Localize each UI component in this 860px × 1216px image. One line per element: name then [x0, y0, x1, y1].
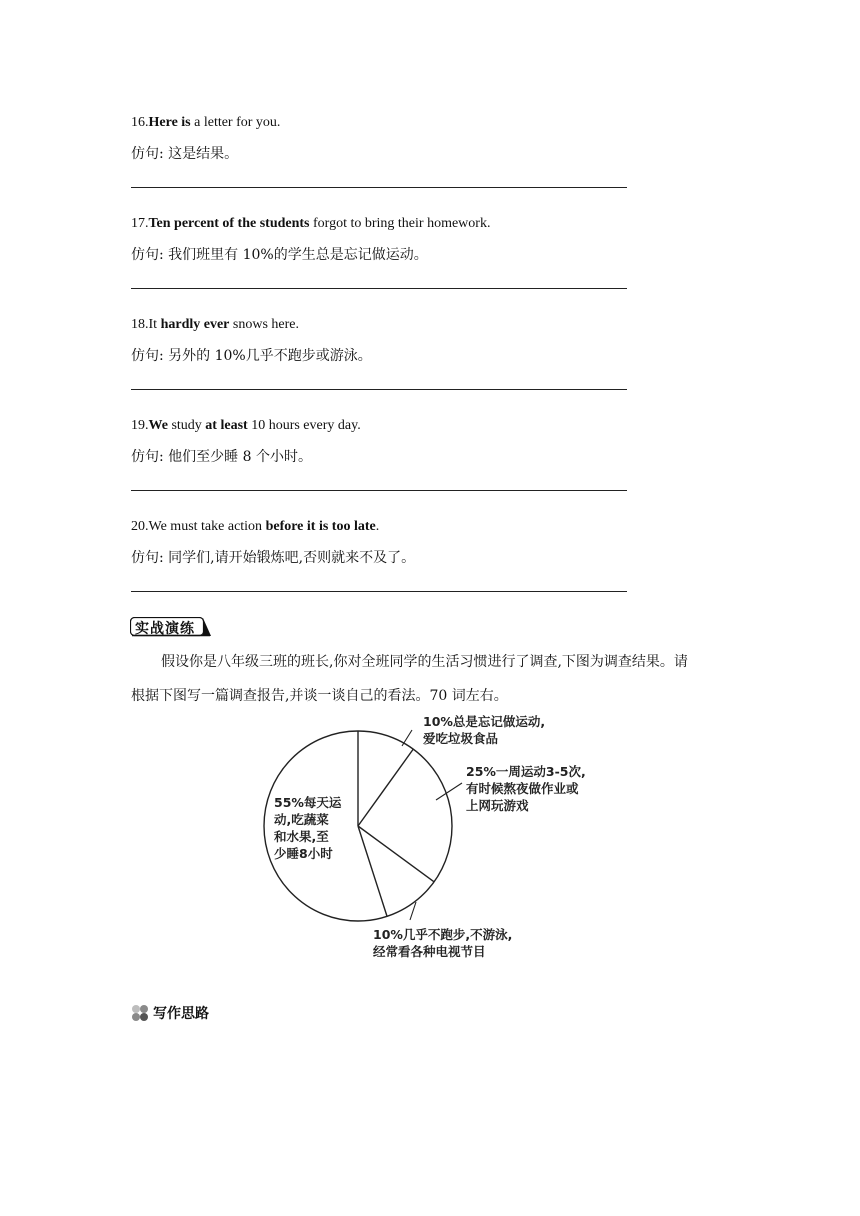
item-number: 20. — [131, 519, 149, 534]
slice-label-line: 10%总是忘记做运动, — [423, 714, 546, 729]
key-phrase: at least — [205, 418, 248, 433]
imitation-prompt: 仿句: 另外的 10%几乎不跑步或游泳。 — [131, 348, 372, 364]
example-sentence — [131, 114, 631, 132]
answer-line[interactable] — [131, 591, 627, 592]
slice-label-line: 爱吃垃圾食品 — [423, 731, 499, 746]
sentence-text: . — [375, 519, 380, 534]
pie-slice-boundary — [358, 826, 434, 882]
slice-label-line: 少睡8小时 — [274, 846, 333, 861]
pie-svg — [250, 708, 610, 970]
sentence-text: forgot to bring their homework. — [309, 216, 491, 231]
slice-label-line: 动,吃蔬菜 — [274, 812, 329, 827]
example-sentence — [131, 518, 631, 536]
item-19 — [131, 417, 631, 465]
key-phrase: Ten percent of the students — [148, 216, 310, 231]
pie-slice-label — [274, 795, 342, 861]
key-phrase: Here is — [148, 115, 191, 130]
slice-label-line: 55%每天运 — [274, 795, 342, 810]
answer-line[interactable] — [131, 187, 627, 188]
sentence-text: a letter for you. — [190, 115, 281, 130]
sentence-text: snows here. — [229, 317, 299, 332]
example-sentence — [131, 417, 631, 435]
pie-slice-label — [373, 927, 512, 959]
item-18 — [131, 316, 631, 364]
section-tag — [130, 617, 212, 637]
pie-slice-boundary — [358, 826, 387, 916]
imitation-prompt: 仿句: 我们班里有 10%的学生总是忘记做运动。 — [131, 247, 428, 263]
pie-slice-boundary — [358, 749, 413, 826]
slice-label-line: 10%几乎不跑步,不游泳, — [373, 927, 513, 942]
sentence-text: It — [148, 317, 161, 332]
survey-pie-chart — [250, 708, 610, 970]
item-number: 16. — [131, 115, 149, 130]
pie-slice-label — [423, 714, 545, 746]
imitation-prompt: 仿句: 这是结果。 — [131, 146, 239, 162]
item-number: 18. — [131, 317, 149, 332]
slice-label-line: 和水果,至 — [274, 829, 329, 844]
key-phrase: hardly ever — [160, 317, 230, 332]
sentence-text: 10 hours every day. — [247, 418, 361, 433]
instructions-line-2: 根据下图写一篇调查报告,并谈一谈自己的看法。70 词左右。 — [131, 688, 508, 704]
imitation-prompt: 仿句: 同学们,请开始锻炼吧,否则就来不及了。 — [131, 550, 416, 566]
slice-label-line: 有时候熬夜做作业或 — [466, 781, 579, 796]
item-number: 19. — [131, 418, 149, 433]
answer-line[interactable] — [131, 288, 627, 289]
label-pointer — [436, 783, 462, 800]
item-number: 17. — [131, 216, 149, 231]
slice-label-line: 经常看各种电视节目 — [373, 944, 486, 959]
example-sentence — [131, 316, 631, 334]
answer-line[interactable] — [131, 389, 627, 390]
writing-heading-label: 写作思路 — [153, 1006, 209, 1022]
key-phrase: We — [148, 418, 168, 433]
sentence-text: study — [167, 418, 206, 433]
answer-line[interactable] — [131, 490, 627, 491]
imitation-prompt: 仿句: 他们至少睡 8 个小时。 — [131, 449, 312, 465]
key-phrase: before it is too late — [265, 519, 376, 534]
example-sentence — [131, 215, 631, 233]
label-pointer — [402, 730, 412, 746]
pie-slice-label — [466, 764, 586, 813]
sentence-text: We must take action — [148, 519, 266, 534]
slice-label-line: 上网玩游戏 — [466, 798, 529, 813]
clover-icon — [131, 1004, 149, 1022]
section-label: 实战演练 — [135, 621, 195, 637]
item-17 — [131, 215, 631, 263]
instructions-line-1: 假设你是八年级三班的班长,你对全班同学的生活习惯进行了调查,下图为调查结果。请 — [161, 654, 688, 670]
slice-label-line: 25%一周运动3-5次, — [466, 764, 586, 779]
item-16 — [131, 114, 631, 162]
item-20 — [131, 518, 631, 566]
